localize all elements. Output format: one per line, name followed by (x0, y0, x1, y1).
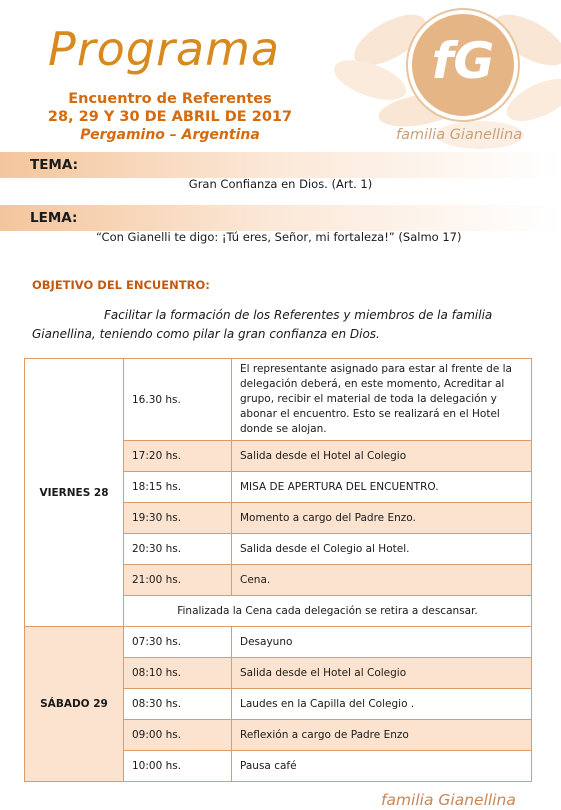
activity-cell: Salida desde el Colegio al Hotel. (232, 534, 532, 565)
time-cell: 16.30 hs. (124, 359, 232, 441)
time-cell: 07:30 hs. (124, 627, 232, 658)
activity-cell: Momento a cargo del Padre Enzo. (232, 503, 532, 534)
time-cell: 10:00 hs. (124, 751, 232, 782)
brand-name-footer: familia Gianellina (381, 791, 516, 809)
activity-cell: Desayuno (232, 627, 532, 658)
fg-logo (408, 10, 518, 120)
tema-text: Gran Confianza en Dios. (Art. 1) (188, 177, 373, 191)
tema-label: TEMA: (30, 157, 78, 173)
time-cell: 08:10 hs. (124, 658, 232, 689)
day-sabado: SÁBADO 29 (25, 627, 124, 782)
time-cell: 18:15 hs. (124, 472, 232, 503)
objetivo-heading: OBJETIVO DEL ENCUENTRO: (32, 278, 210, 292)
lema-text: “Con Gianelli te digo: ¡Tú eres, Señor, mi fortaleza!” (Salmo 17) (96, 230, 462, 244)
activity-cell: MISA DE APERTURA DEL ENCUENTRO. (232, 472, 532, 503)
time-cell: 20:30 hs. (124, 534, 232, 565)
lema-band (0, 205, 561, 231)
time-cell: 19:30 hs. (124, 503, 232, 534)
activity-cell: El representante asignado para estar al frente de la delegación deberá, en este momento, Acreditar al grupo, recibir el material de toda la delegación y abonar el encuentro. Esto se realizará en el Hotel donde se alojan. (232, 359, 532, 441)
day-viernes: VIERNES 28 (25, 359, 124, 627)
tema-band (0, 152, 561, 178)
activity-cell: Salida desde el Hotel al Colegio (232, 441, 532, 472)
table-row (25, 627, 532, 658)
schedule-table (24, 358, 532, 782)
lema-label: LEMA: (30, 210, 78, 226)
logo-text: fG (431, 32, 495, 90)
activity-cell: Cena. (232, 565, 532, 596)
time-cell: 17:20 hs. (124, 441, 232, 472)
objetivo-text: Facilitar la formación de los Referentes y miembros de la familia Gianellina, teniendo como pilar la gran confianza en Dios. (32, 308, 493, 341)
time-cell: 08:30 hs. (124, 689, 232, 720)
activity-cell: Salida desde el Hotel al Colegio (232, 658, 532, 689)
activity-cell: Laudes en la Capilla del Colegio . (232, 689, 532, 720)
event-location: Pergamino – Argentina (80, 127, 260, 143)
time-cell: 09:00 hs. (124, 720, 232, 751)
time-cell: 21:00 hs. (124, 565, 232, 596)
event-dates: 28, 29 Y 30 DE ABRIL DE 2017 (47, 109, 293, 125)
brand-name-header: familia Gianellina (396, 127, 523, 143)
activity-cell: Reflexión a cargo de Padre Enzo (232, 720, 532, 751)
page-title: Programa (48, 22, 281, 76)
table-row (25, 359, 532, 441)
event-name: Encuentro de Referentes (68, 91, 272, 107)
viernes-note: Finalizada la Cena cada delegación se retira a descansar. (124, 596, 532, 627)
activity-cell: Pausa café (232, 751, 532, 782)
